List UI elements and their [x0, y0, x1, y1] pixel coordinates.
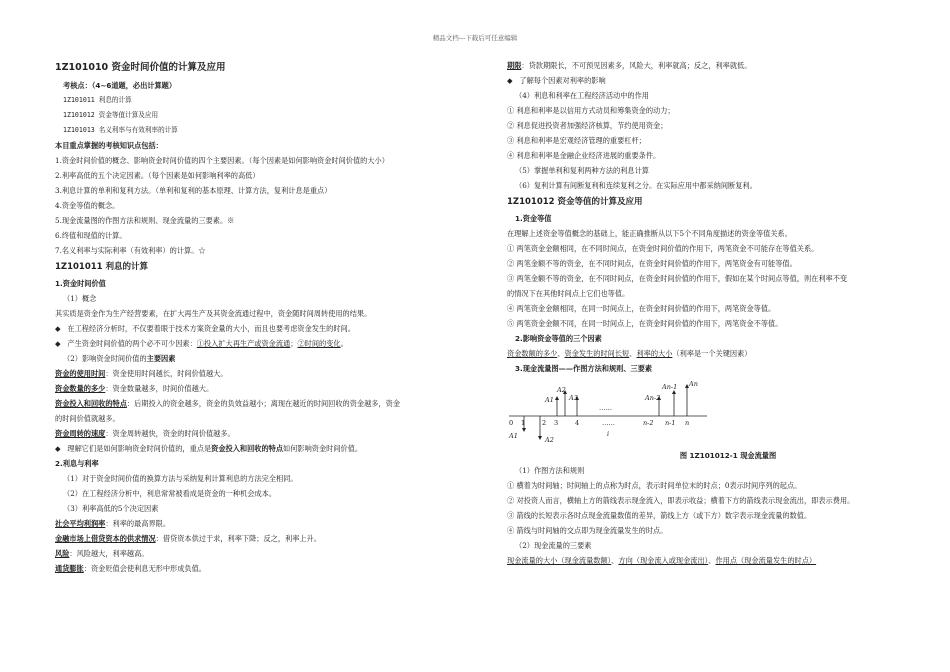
topic-1: 1Z101011 利息的计算 [63, 96, 132, 104]
cash-flow-diagram [507, 378, 909, 444]
tick-label: 2 [542, 419, 547, 427]
rule-1: ① 横着为时间轴；时间轴上的点称为时点，表示时间单位末的时点；0表示时间序列的起点。 [507, 481, 802, 490]
role-4: ④ 利息和利率是金融企业经济进展的重要条件。 [507, 151, 661, 160]
heading-concept: （1）概念 [63, 294, 97, 303]
tick-label: …… [602, 419, 615, 427]
inflow-label: An-1 [662, 383, 678, 391]
cash-flow-svg [507, 378, 737, 444]
focus-item-2: 2.利率高低的五个决定因素。（每个因素是如何影响利率的高低） [55, 171, 260, 180]
diamond-icon: ◆ [507, 76, 513, 85]
heading-cash-flow: 3.现金流量图——作图方法和规则、三要素 [515, 364, 653, 373]
page-header: 精品文档---下载后可任意编辑 [432, 34, 518, 42]
three-factors: 资金数额的多少、资金发生的时间长短、利率的大小（利率是一个关键因素） [507, 349, 752, 358]
diamond-icon: ◆ [55, 339, 61, 348]
equivalence-4: ④ 两笔资金金额相同，在同一时间点上，在资金时间价值的作用下，两笔资金等值。 [507, 304, 776, 313]
topic-3: 1Z101013 名义利率与有效利率的计算 [63, 126, 178, 134]
role-1: ① 利息和利率是以信用方式动员和筹集资金的动力； [507, 106, 675, 115]
equivalence-intro: 在理解上述资金等值概念的基础上，能正确推断从以下5个不同角度描述的资金等值关系。 [507, 229, 792, 238]
inflow-label: A3 [569, 394, 578, 402]
focus-item-1: 1.资金时间价值的概念、影响资金时间价值的四个主要因素。（每个因素是如何影响资金时间价值的大小） [55, 156, 389, 165]
rate-6: （6）复利计算有间断复利和连续复利之分。在实际应用中都采纳间断复利。 [515, 181, 757, 190]
figure-caption: 图 1Z101012-1 现金流量图 [679, 451, 777, 460]
three-elements: 现金流量的大小（现金流量数额）、方向（现金流入或现金流出）、作用点（现金流量发生的时点） [507, 556, 817, 565]
tick-label: n [685, 419, 690, 427]
bullet-item: ◆ 在工程经济分析时，不仅要着眼于技术方案资金量的大小，而且也要考虑资金发生的时间。 [55, 324, 355, 333]
heading-elements: （2）现金流量的三要素 [515, 541, 592, 550]
heading-time-value: 1.资金时间价值 [55, 279, 106, 288]
role-3: ③ 利息和利率是宏观经济管理的重要杠杆； [507, 136, 646, 145]
diamond-icon: ◆ [55, 444, 61, 453]
factor-1: 资金的使用时间：资金使用时间越长，时间价值越大。 [55, 369, 228, 378]
role-2: ② 利息促进投资者加强经济核算，节约使用资金； [507, 121, 668, 130]
rate-3: （3）利率高低的5个决定因素 [63, 504, 159, 513]
rule-3: ③ 箭线的长短表示各时点现金流量数值的差异，箭线上方（或下方）数字表示现金流量的数值。 [507, 511, 812, 520]
topic-2: 1Z101012 资金等值计算及应用 [63, 111, 159, 119]
equivalence-2: ② 两笔金额不等的资金，在不同时间点，在资金时间价值的作用下，两笔资金有可能等值。 [507, 259, 797, 268]
determinant-1: 社会平均利润率：利率的最高界限。 [55, 519, 171, 528]
heading-factors: （2）影响资金时间价值的主要因素 [63, 354, 176, 363]
rule-4: ④ 箭线与时间轴的交点即为现金流量发生的时点。 [507, 526, 668, 535]
bullet-item: ◆ 了解每个因素对利率的影响 [507, 76, 606, 85]
equivalence-1: ① 两笔资金金额相同，在不同时间点，在资金时间价值的作用下，两笔资金不可能存在等值关系。 [507, 244, 819, 253]
determinant-2: 金融市场上借贷资本的供求情况：借贷资本供过于求，利率下降；反之，利率上升。 [55, 534, 321, 543]
heading-equivalence: 1.资金等值 [515, 214, 552, 223]
factor-2: 资金数量的多少：资金数量越多，时间价值越大。 [55, 384, 214, 393]
subsection-title: 1Z101011 利息的计算 [55, 262, 149, 272]
left-column [55, 58, 465, 576]
tick-label: 0 [509, 419, 514, 427]
factor-3: 资金投入和回收的特点：后期投入的资金越多，资金的负效益越小；离现在越近的时间回收的资金越多，资金 [55, 399, 401, 408]
rate-1: （1）对于资金时间价值的换算方法与采纳复利计算利息的方法完全相同。 [63, 474, 298, 483]
concept-text: 其实质是资金作为生产经营要素，在扩大再生产及其资金流通过程中，资金随时间周转使用的结果。 [55, 309, 372, 318]
rate-4: （4）利息和利率在工程经济活动中的作用 [515, 91, 649, 100]
outflow-label: A1 [509, 432, 518, 440]
focus-item-3: 3.利息计算的单利和复利方法。（单利和复利的基本原理、计算方法，复利计息是重点） [55, 186, 332, 195]
kaodian-label: 考核点：（4~6道题，必出计算题） [63, 81, 177, 90]
tick-label: n-1 [665, 419, 676, 427]
inflow-label: A2 [557, 386, 566, 394]
focus-item-5: 5.现金流量图的作图方法和规则、现金流量的三要素。※ [55, 216, 235, 225]
tick-label: 4 [575, 419, 580, 427]
section-title: 1Z101010 资金时间价值的计算及应用 [55, 62, 226, 73]
factor-4: 资金周转的速度：资金周转越快，资金的时间价值越多。 [55, 429, 235, 438]
tick-label: n-2 [643, 419, 654, 427]
equivalence-3-cont: 的情况下在其他时间点上它们也等值。 [507, 289, 630, 298]
focus-item-6: 6.终值和现值的计算。 [55, 231, 127, 240]
rule-2: ② 对投资人而言，横轴上方的箭线表示现金流入，即表示收益；横着下方的箭线表示现金流出，即表示费用。 [507, 496, 855, 505]
tick-label: 3 [554, 419, 559, 427]
factor-3-cont: 的时间价值就越多。 [55, 414, 120, 423]
inflow-label: An [689, 380, 698, 388]
diamond-icon: ◆ [55, 324, 61, 333]
outflow-label: A2 [545, 436, 554, 444]
determinant-4: 通货膨胀：资金贬值会使利息无形中形成负值。 [55, 564, 206, 573]
focus-label: 本目重点掌握的考核知识点包括： [55, 141, 163, 150]
determinant-5: 期限：贷款期限长，不可预见因素多，风险大，利率就高；反之，利率就低。 [507, 61, 752, 70]
inflow-label: A1 [545, 396, 554, 404]
tick-label: 1 [521, 419, 526, 427]
dots-label: …… [599, 404, 612, 412]
bullet-item: ◆ 产生资金时间价值的两个必不可少因素：①投入扩大再生产或资金流通；②时间的变化。 [55, 339, 348, 348]
inflow-label: An-2 [645, 394, 661, 402]
rate-5: （5）掌握单利和复利两种方法的利息计算 [515, 166, 649, 175]
focus-item-7: 7.名义利率与实际利率（有效利率）的计算。☆ [55, 246, 206, 255]
bullet-item: ◆ 理解它们是如何影响资金时间价值的，重点是资金投入和回收的特点如何影响资金时间价值。 [55, 444, 363, 453]
right-column [507, 58, 909, 568]
heading-interest: 2.利息与利率 [55, 459, 99, 468]
heading-rules: （1）作图方法和规则 [515, 466, 585, 475]
determinant-3: 风险：风险越大，利率越高。 [55, 549, 149, 558]
focus-item-4: 4.资金等值的概念。 [55, 201, 120, 210]
rate-2: （2）在工程经济分析中，利息常常被看成是资金的一种机会成本。 [63, 489, 277, 498]
heading-three-factors: 2.影响资金等值的三个因素 [515, 334, 602, 343]
equivalence-5: ⑤ 两笔资金金额不同，在同一时间点上，在资金时间价值的作用下，两笔资金不等值。 [507, 319, 783, 328]
equivalence-3: ③ 两笔金额不等的资金，在不同时间点，在资金时间价值的作用下，假如在某个时间点等值，则在利率不变 [507, 274, 848, 283]
interest-rate-label: i [607, 430, 610, 438]
subsection-title: 1Z101012 资金等值的计算及应用 [507, 197, 643, 207]
